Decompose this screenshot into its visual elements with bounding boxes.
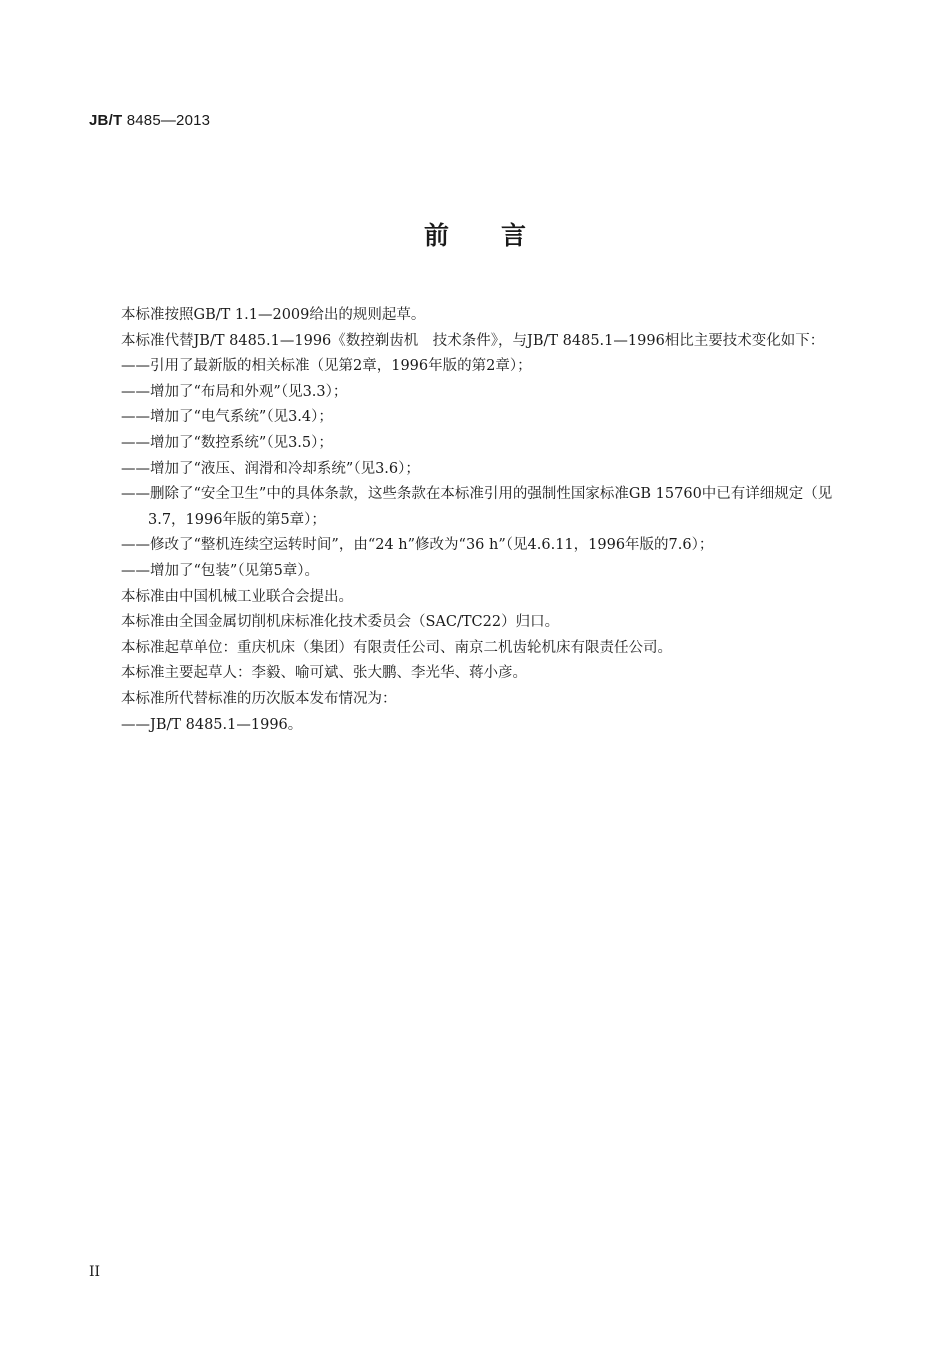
paragraph-committee: 本标准由全国金属切削机床标准化技术委员会（SAC/TC22）归口。 — [121, 614, 560, 631]
change-item: ——修改了“整机连续空运转时间”，由“24 h”修改为“36 h”（见4.6.11，1996年版的7.6）； — [121, 537, 714, 554]
standard-code-number: 8485—2013 — [126, 112, 211, 129]
change-item: ——增加了“数控系统”（见3.5）； — [121, 434, 333, 451]
paragraph-drafters: 本标准主要起草人：李毅、喻可斌、张大鹏、李光华、蒋小彦。 — [121, 665, 527, 682]
paragraph-drafting-units: 本标准起草单位：重庆机床（集团）有限责任公司、南京二机齿轮机床有限责任公司。 — [121, 639, 672, 656]
change-item: ——增加了“电气系统”（见3.4）； — [121, 409, 333, 426]
change-item: ——增加了“布局和外观”（见3.3）； — [121, 383, 348, 400]
history-item: ——JB/T 8485.1—1996。 — [121, 716, 303, 733]
paragraph-history-intro: 本标准所代替标准的历次版本发布情况为： — [121, 690, 397, 707]
standard-code-header — [89, 112, 210, 129]
paragraph-drafting-rules: 本标准按照GB/T 1.1—2009给出的规则起草。 — [121, 307, 426, 323]
change-item: ——引用了最新版的相关标准（见第2章，1996年版的第2章）； — [121, 358, 532, 375]
paragraph-replacement-statement: 本标准代替JB/T 8485.1—1996《数控剃齿机 技术条件》，与JB/T 8485.1—1996相比主要技术变化如下： — [121, 332, 825, 349]
change-item: ——删除了“安全卫生”中的具体条款，这些条款在本标准引用的强制性国家标准GB 15760中已有详细规定（见3.7，1996年版的第5章）； — [121, 486, 833, 528]
change-item: ——增加了“液压、润滑和冷却系统”（见3.6）； — [121, 460, 420, 477]
paragraph-proposer: 本标准由中国机械工业联合会提出。 — [121, 588, 353, 605]
page-number: II — [89, 1264, 101, 1280]
foreword-body — [89, 303, 849, 738]
page-title: 前言 — [423, 221, 578, 250]
standard-code-prefix: JB/T — [89, 112, 123, 129]
change-item: ——增加了“包装”（见第5章）。 — [121, 562, 320, 579]
